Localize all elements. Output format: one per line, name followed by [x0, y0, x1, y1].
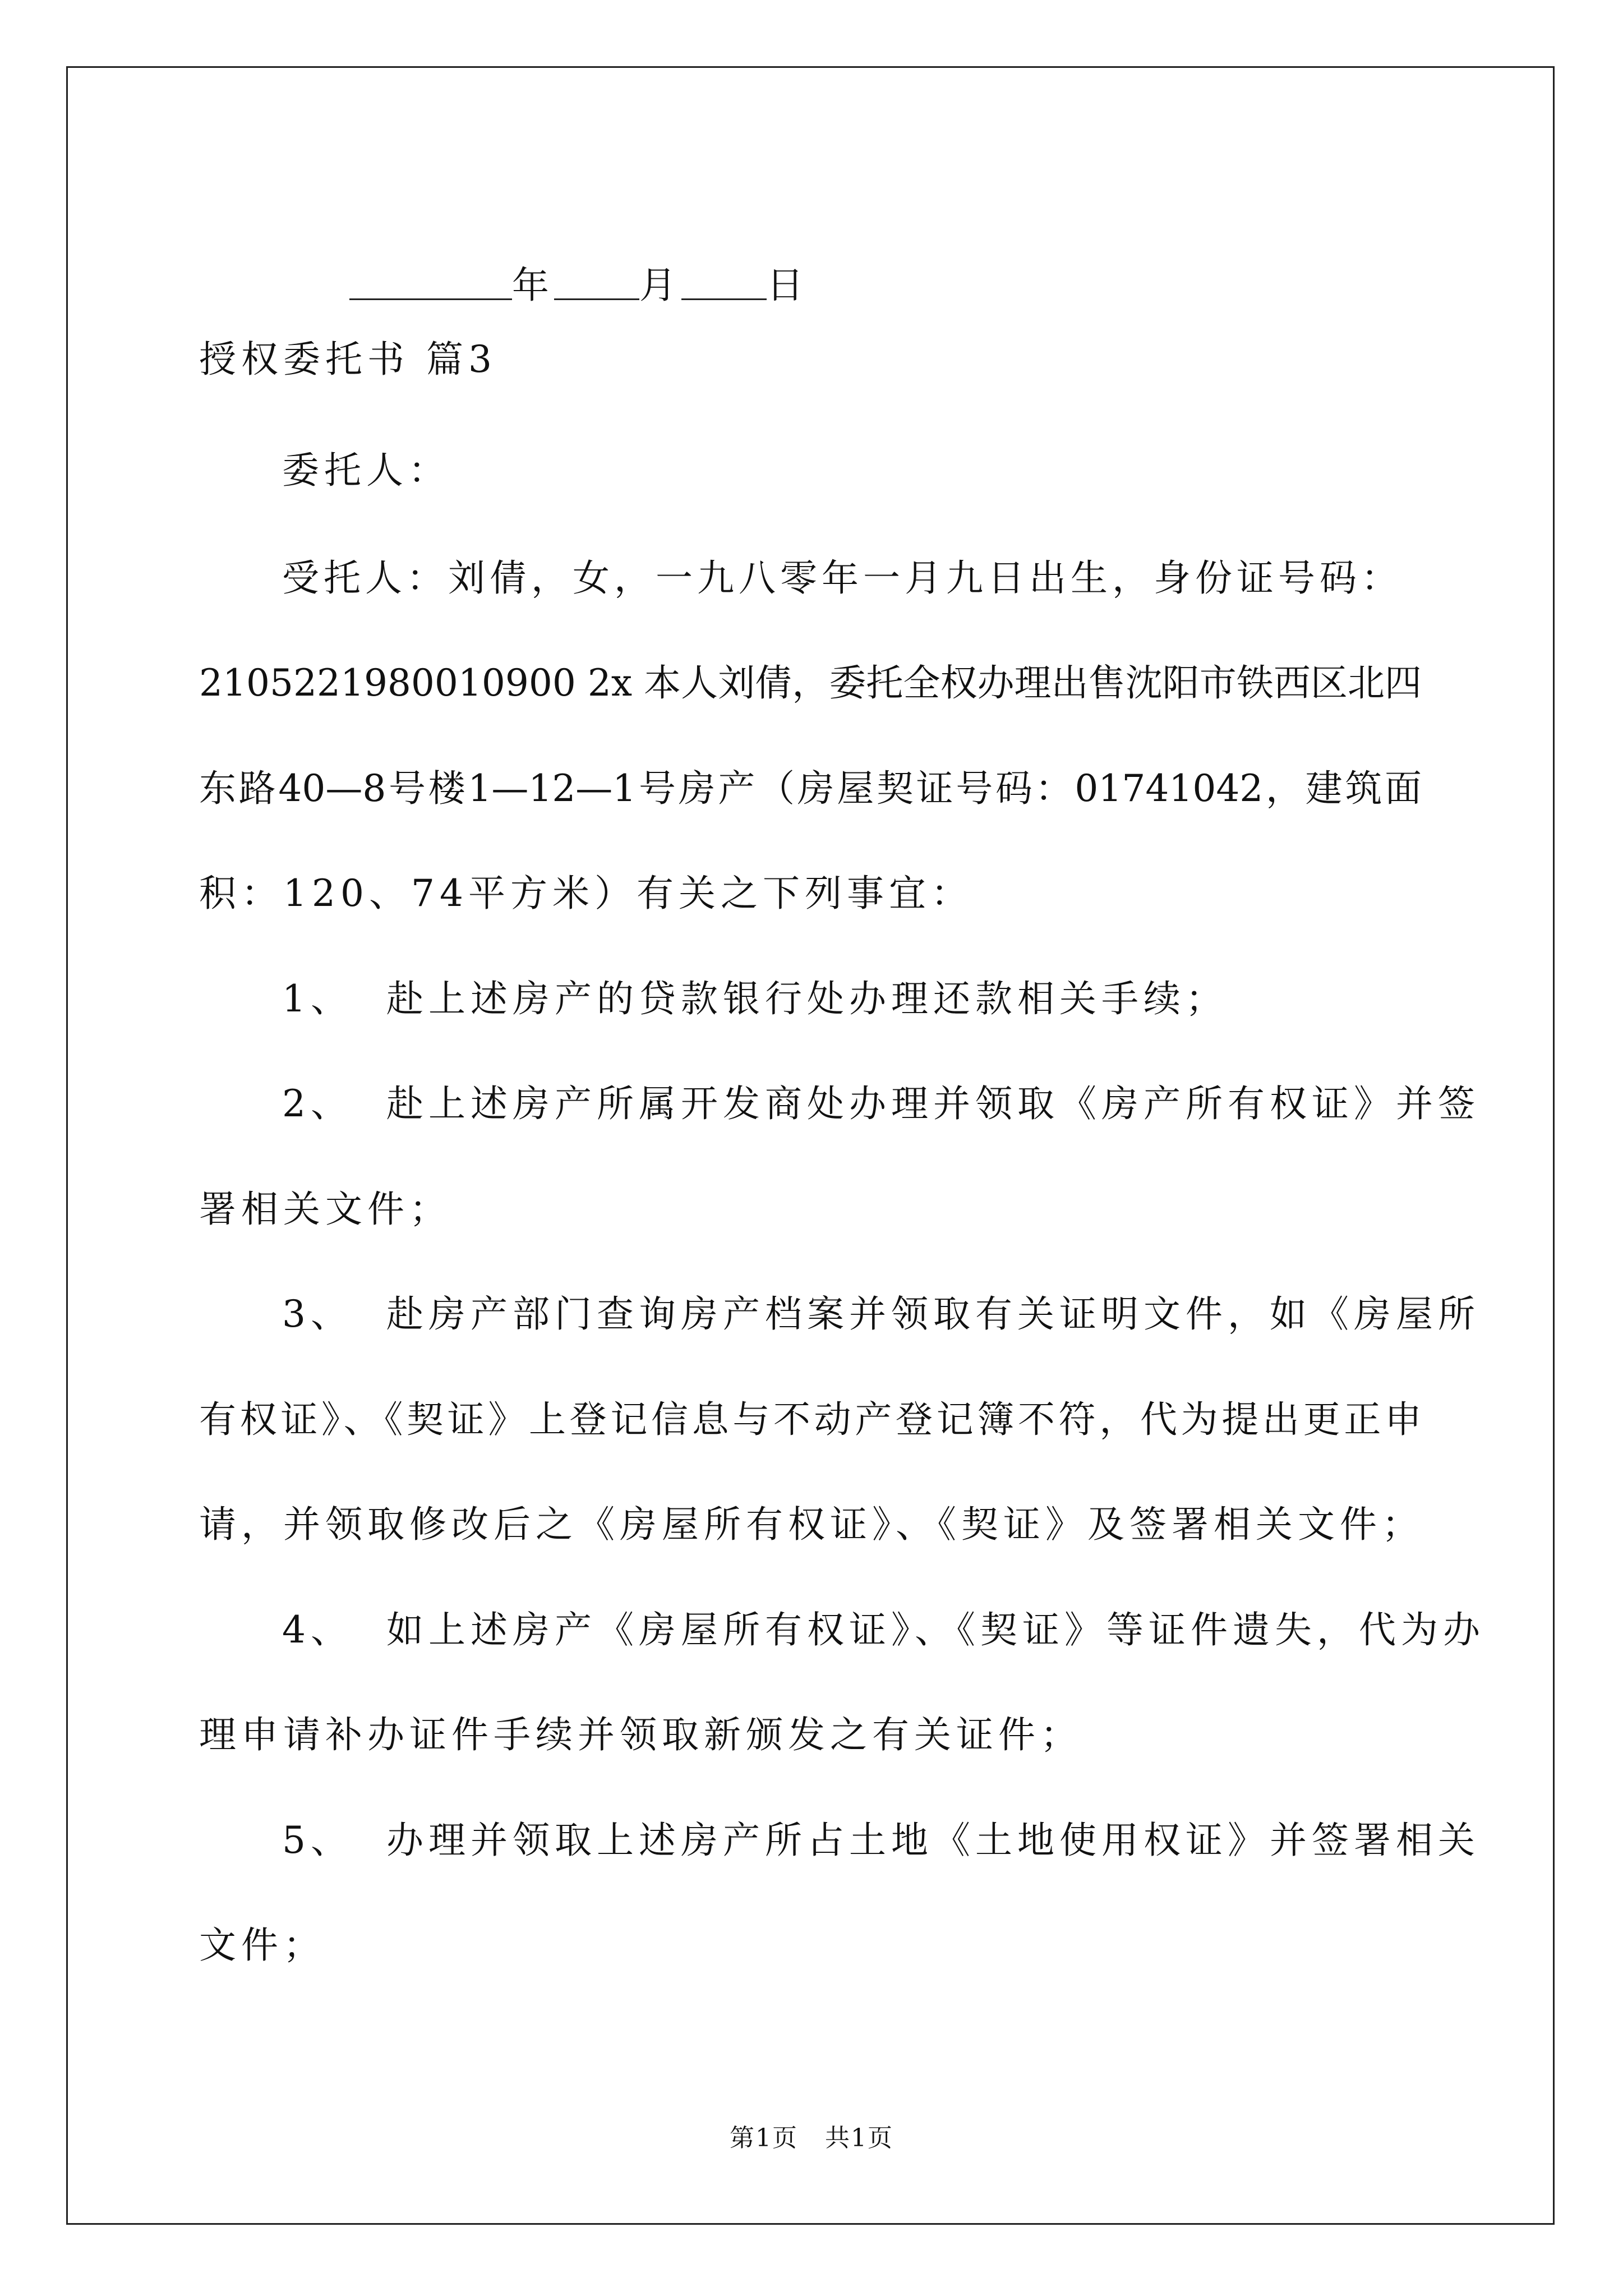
item-4-line-1: 4、 如上述房产《房屋所有权证》、《契证》等证件遗失，代为办: [282, 1608, 1485, 1651]
item-3-line-2: 有权证》、《契证》上登记信息与不动产登记簿不符，代为提出更正申: [199, 1398, 1422, 1441]
year-blank: [349, 298, 512, 300]
agent-line-2: 2105221980010900 2x 本人刘倩，委托全权办理出售沈阳市铁西区北四: [199, 661, 1422, 705]
year-label: 年: [511, 264, 554, 307]
item-2-line-2: 署相关文件；: [199, 1188, 451, 1231]
month-blank: [554, 298, 639, 300]
item-1-line-1: 1、 赴上述房产的贷款银行处办理还款相关手续；: [282, 977, 1228, 1020]
page-border: [66, 66, 1555, 2225]
agent-line-1: 受托人：刘倩，女，一九八零年一月九日出生，身份证号码：: [282, 556, 1403, 600]
page-footer: 第1页 共1页: [730, 2124, 893, 2152]
item-5-line-2: 文件；: [199, 1924, 325, 1967]
section-heading: 授权委托书 篇3: [199, 338, 497, 381]
date-line: [282, 230, 809, 341]
item-3-line-3: 请，并领取修改后之《房屋所有权证》、《契证》及签署相关文件；: [199, 1503, 1424, 1546]
day-label: 日: [766, 264, 809, 307]
item-4-line-2: 理申请补办证件手续并领取新颁发之有关证件；: [199, 1713, 1082, 1756]
item-3-line-1: 3、 赴房产部门查询房产档案并领取有关证明文件，如《房屋所: [282, 1292, 1480, 1336]
day-blank: [681, 298, 767, 300]
item-2-line-1: 2、 赴上述房产所属开发商处办理并领取《房产所有权证》并签: [282, 1082, 1480, 1125]
principal-line: 委托人：: [282, 449, 450, 492]
agent-line-4: 积：120、74平方米）有关之下列事宜：: [199, 872, 973, 915]
month-label: 月: [639, 264, 681, 307]
item-5-line-1: 5、 办理并领取上述房产所占土地《土地使用权证》并签署相关: [282, 1819, 1480, 1862]
agent-line-3: 东路40—8号楼1—12—1号房产（房屋契证号码：01741042，建筑面: [199, 767, 1422, 810]
